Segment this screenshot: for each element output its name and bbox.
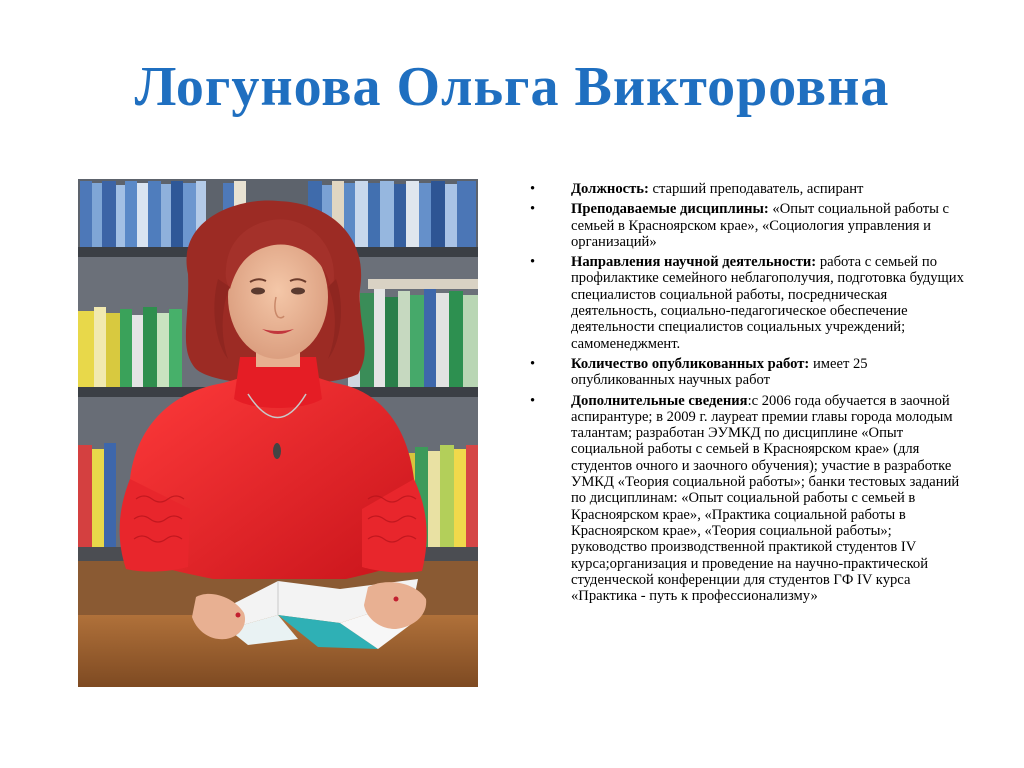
- item-label: Преподаваемые дисциплины:: [571, 201, 769, 218]
- item-label: Дополнительные сведения: [571, 392, 748, 409]
- list-item-disciplines: [530, 201, 966, 250]
- item-label: Должность:: [571, 181, 649, 197]
- bullet-marker: •: [530, 201, 536, 218]
- profile-bullet-list: [530, 181, 966, 608]
- bullet-marker: •: [530, 355, 536, 372]
- page-title: Логунова Ольга Викторовна: [134, 56, 890, 118]
- item-text: «Опыт социальной работы с семьей в Красноярском крае», «Социология управления и организаций»: [571, 201, 950, 250]
- item-label: Направления научной деятельности:: [571, 254, 817, 271]
- list-item-position: [530, 181, 966, 197]
- item-text: имеет 25 опубликованных научных работ: [571, 355, 868, 389]
- item-label: Количество опубликованных работ:: [571, 355, 810, 372]
- bullet-marker: •: [530, 254, 536, 271]
- bullet-marker: •: [530, 181, 536, 197]
- list-item-additional-info: [530, 393, 966, 605]
- item-text: старший преподаватель, аспирант: [648, 181, 864, 197]
- item-text: :с 2006 года обучается в заочной аспирантуре; в 2009 г. лауреат премии главы города молодым талантам; разработан ЭУМКД по дисциплине «Опыт социальной работы с семьей в Красноярском крае» (для студентов очного и заочного обучения); участие в разработке УМКД «Теория социальной работы»; банки тестовых заданий по дисциплинам: «Опыт социальной работы с семьей в Красноярском крае», «Практика социальной работы в Красноярском крае», «Теория социальной работы»; руководство производственной практикой студентов IV курса;организация и проведение на научно-практической студенческой конференции для студентов ГФ IV курса «Практика - путь к профессионализму»: [571, 392, 960, 605]
- bullet-marker: •: [530, 392, 536, 409]
- item-text: работа с семьей по профилактике семейного неблагополучия, подготовка будущих специалистов социальной работы, посредническая деятельность, социально-педагогическое обеспечение деятельности специалистов социальных учреждений; самоменеджмент.: [571, 254, 964, 352]
- list-item-research: [530, 254, 966, 352]
- portrait-photo: [78, 179, 478, 687]
- list-item-publications: [530, 356, 966, 389]
